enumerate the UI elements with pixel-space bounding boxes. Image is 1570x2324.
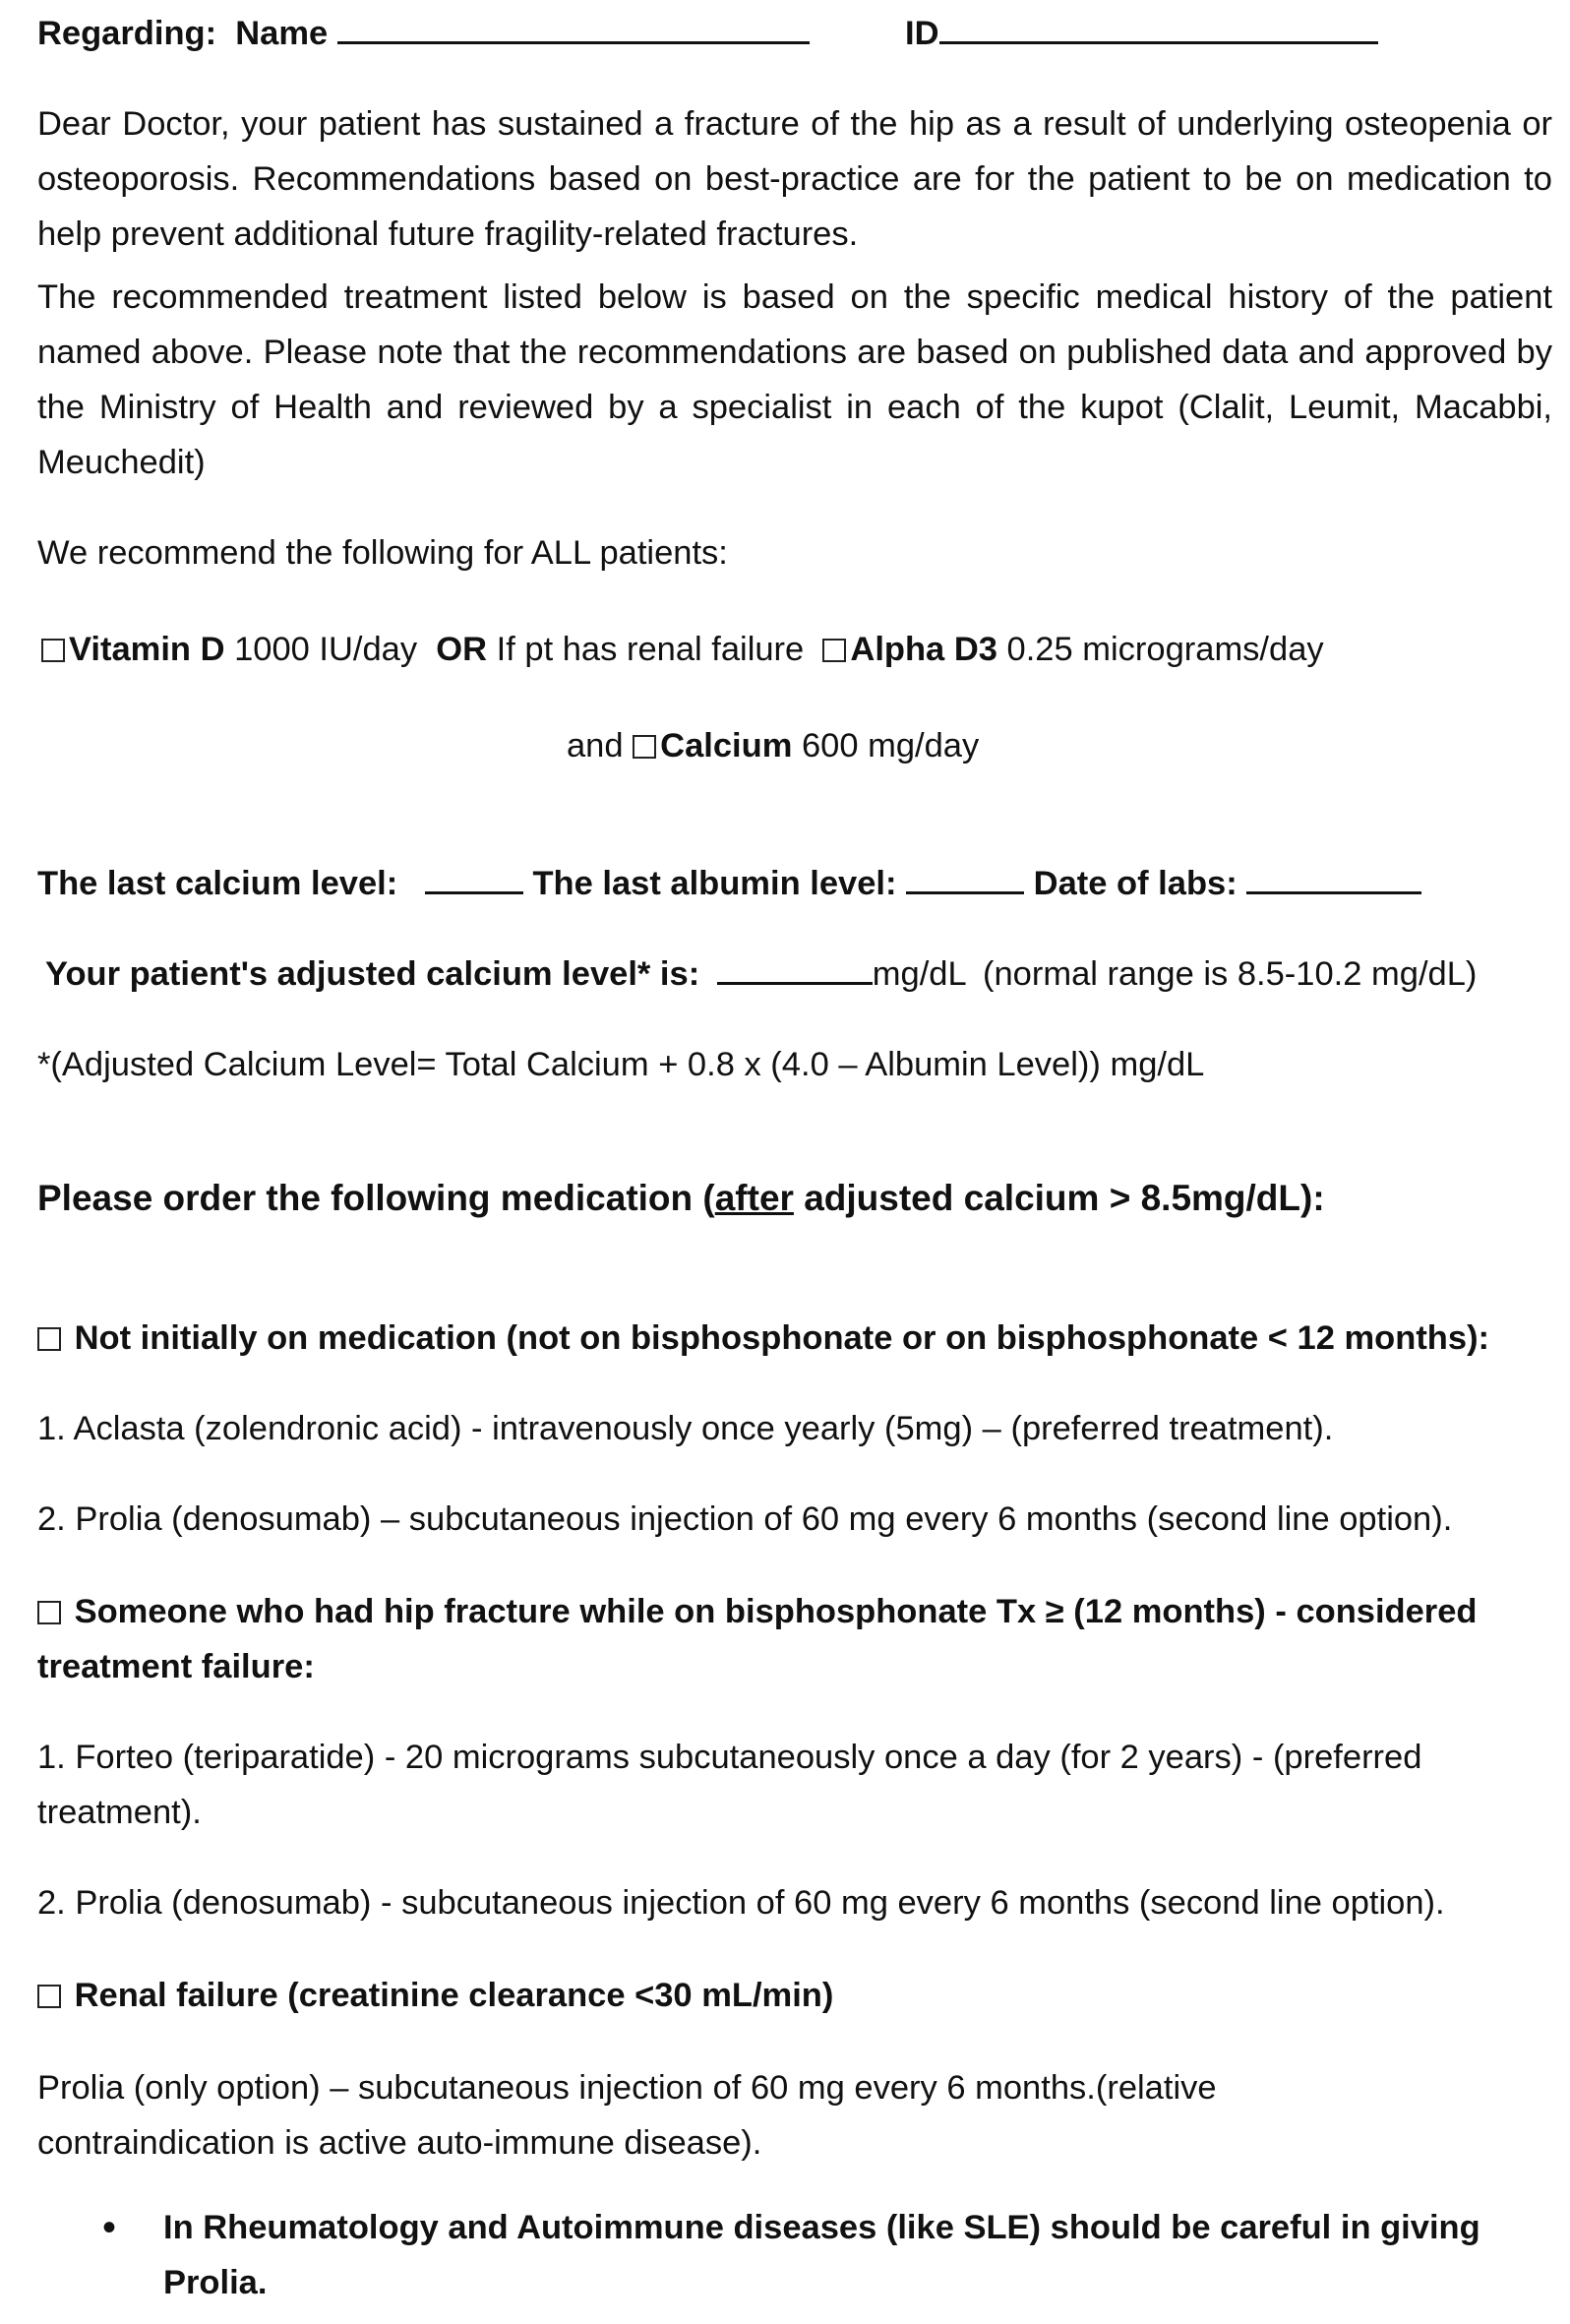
id-label: ID	[905, 15, 939, 52]
supplements-line	[41, 622, 1556, 677]
date-of-labs-label: Date of labs:	[1033, 865, 1238, 902]
section-heading-treatment-failure	[37, 1584, 1513, 1694]
list-item: 1. Forteo (teriparatide) - 20 micrograms subcutaneously once a day (for 2 years) - (preferred treatment).	[37, 1739, 1422, 1831]
date-of-labs-field[interactable]	[1246, 862, 1421, 894]
adjusted-calcium-field[interactable]	[717, 952, 873, 985]
order-heading-prefix: Please order the following medication (	[37, 1178, 715, 1218]
list-item: 2. Prolia (denosumab) - subcutaneous injection of 60 mg every 6 months (second line option).	[37, 1884, 1445, 1922]
recommend-all-text: We recommend the following for ALL patients:	[37, 534, 728, 572]
alpha-d3-name: Alpha D3	[850, 631, 997, 668]
alpha-d3-checkbox[interactable]	[822, 639, 846, 662]
calcium-dose: 600 mg/day	[792, 727, 980, 764]
list-item: 1. Aclasta (zolendronic acid) - intravenously once yearly (5mg) – (preferred treatment).	[37, 1410, 1334, 1447]
name-label: Name	[235, 15, 329, 52]
regarding-label: Regarding:	[37, 15, 217, 52]
and-label: and	[567, 727, 634, 764]
vitamin-d-name: Vitamin D	[69, 631, 225, 668]
vitamin-d-dose: 1000 IU/day	[224, 631, 437, 668]
calcium-name: Calcium	[660, 727, 793, 764]
section-heading-text: Someone who had hip fracture while on bisphosphonate Tx ≥ (12 months) - considered treatment failure:	[37, 1593, 1478, 1685]
section-heading-text: Not initially on medication (not on bisphosphonate or on bisphosphonate < 12 months):	[74, 1319, 1490, 1357]
normal-range-text: (normal range is 8.5-10.2 mg/dL)	[982, 955, 1478, 993]
adjusted-calcium-line	[45, 947, 1560, 1002]
renal-failure-checkbox[interactable]	[37, 1985, 61, 2008]
rheumatology-warning: In Rheumatology and Autoimmune diseases (like SLE) should be careful in giving Prolia.	[163, 2209, 1480, 2301]
not-on-medication-checkbox[interactable]	[37, 1327, 61, 1351]
last-albumin-field[interactable]	[906, 862, 1024, 894]
list-item: 2. Prolia (denosumab) – subcutaneous injection of 60 mg every 6 months (second line option).	[37, 1500, 1453, 1538]
calcium-checkbox[interactable]	[633, 735, 656, 759]
regarding-line	[37, 6, 1552, 61]
name-field[interactable]	[337, 12, 810, 44]
order-heading	[37, 1171, 1552, 1226]
basis-paragraph: The recommended treatment listed below is based on the specific medical history of the patient named above. Please note that the recommendations are based on published data and approved by the Ministry of Health and reviewed by a specialist in each of the kupot (Clalit, Leumit, Macabbi, Meuchedit)	[37, 278, 1552, 481]
labs-line	[37, 856, 1552, 911]
list-item: Prolia (only option) – subcutaneous injection of 60 mg every 6 months.(relative contraindication is active auto-immune disease).	[37, 2069, 1217, 2162]
alpha-d3-dose: 0.25 micrograms/day	[996, 631, 1324, 668]
bullet-glyph: •	[102, 2206, 117, 2249]
section-heading-not-on-medication	[37, 1311, 1552, 1366]
last-albumin-label: The last albumin level:	[532, 865, 897, 902]
or-label: OR	[436, 631, 488, 668]
intro-paragraph: Dear Doctor, your patient has sustained a fracture of the hip as a result of underlying osteopenia or osteoporosis. Recommendations based on best-practice are for the patient to be on medication to help prevent additional future fragility-related fractures.	[37, 105, 1552, 253]
order-heading-underlined: after	[714, 1178, 794, 1218]
section-heading-text: Renal failure (creatinine clearance <30 mL/min)	[74, 1977, 834, 2014]
renal-condition-text: If pt has renal failure	[487, 631, 823, 668]
vitamin-d-checkbox[interactable]	[41, 639, 65, 662]
adjusted-calcium-unit: mg/dL	[872, 955, 966, 993]
section-heading-renal-failure	[37, 1968, 1552, 2023]
adjusted-calcium-label: Your patient's adjusted calcium level* is:	[45, 955, 700, 993]
last-calcium-label: The last calcium level:	[37, 865, 398, 902]
calcium-line	[567, 718, 1157, 773]
id-field[interactable]	[939, 12, 1378, 44]
last-calcium-field[interactable]	[425, 862, 523, 894]
treatment-failure-checkbox[interactable]	[37, 1601, 61, 1624]
adjusted-calcium-formula: *(Adjusted Calcium Level= Total Calcium + 0.8 x (4.0 – Albumin Level)) mg/dL	[37, 1046, 1205, 1083]
order-heading-suffix: adjusted calcium > 8.5mg/dL):	[793, 1178, 1325, 1218]
